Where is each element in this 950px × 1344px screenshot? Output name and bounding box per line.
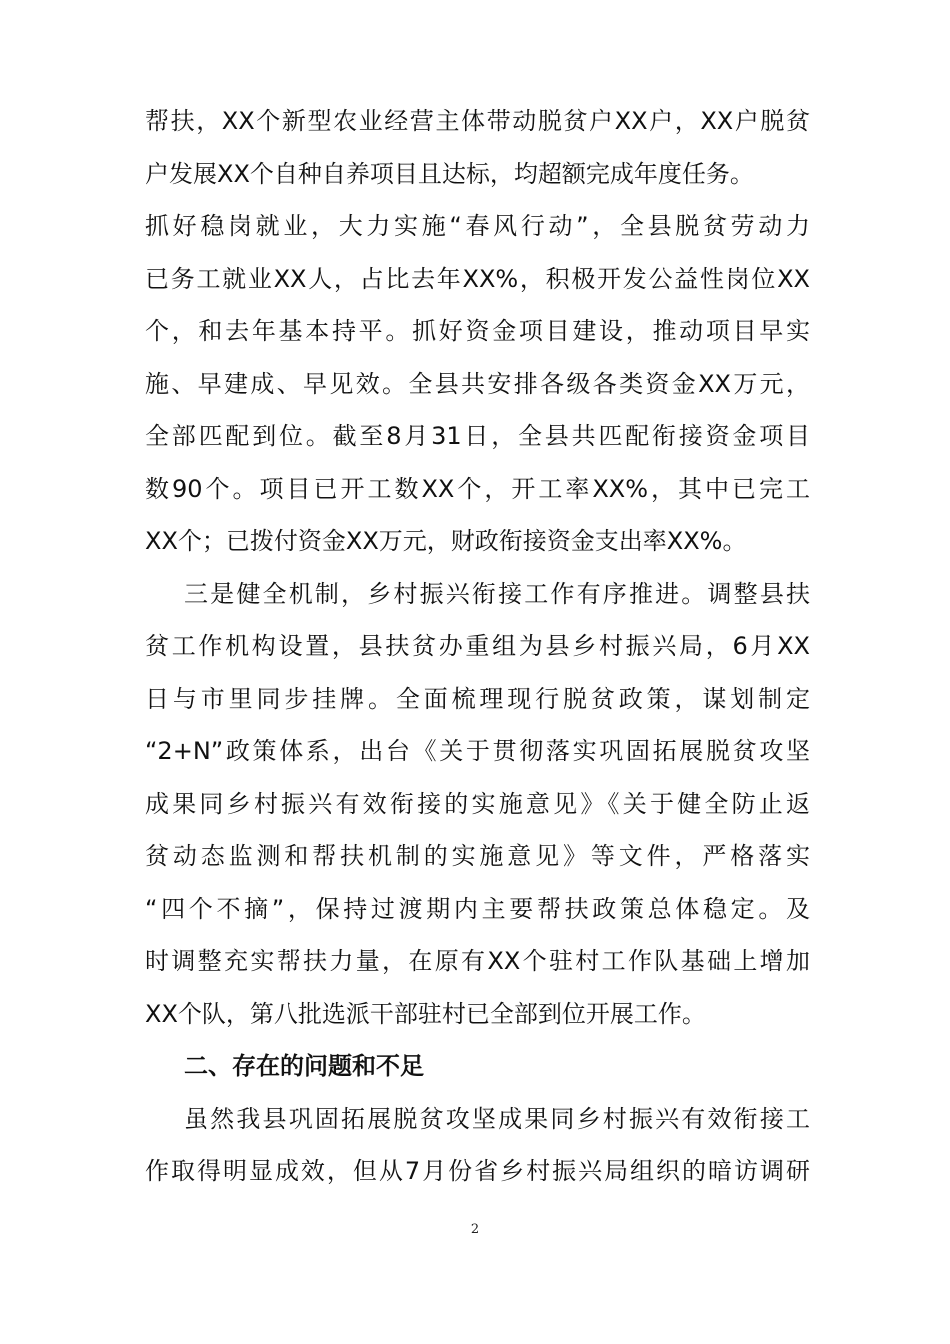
text-line: 抓好稳岗就业，大力实施“春风行动”，全县脱贫劳动力 bbox=[145, 212, 810, 240]
text-line: 时调整充实帮扶力量，在原有XX个驻村工作队基础上增加 bbox=[145, 947, 810, 975]
text-line: 作取得明显成效，但从7月份省乡村振兴局组织的暗访调研 bbox=[145, 1157, 810, 1185]
text-line: 帮扶，XX个新型农业经营主体带动脱贫户XX户，XX户脱贫 bbox=[145, 107, 810, 135]
text-line: XX个队，第八批选派干部驻村已全部到位开展工作。 bbox=[145, 999, 706, 1028]
text-line: 成果同乡村振兴有效衔接的实施意见》《关于健全防止返 bbox=[145, 789, 810, 818]
paragraph-first-line: 三是健全机制，乡村振兴衔接工作有序推进。调整县扶 bbox=[184, 579, 810, 608]
text-line: 数90个。项目已开工数XX个，开工率XX%，其中已完工 bbox=[145, 474, 810, 503]
text-line: 个，和去年基本持平。抓好资金项目建设，推动项目早实 bbox=[145, 317, 810, 345]
page-number: 2 bbox=[470, 1222, 480, 1237]
text-line: 贫动态监测和帮扶机制的实施意见》等文件，严格落实 bbox=[145, 842, 810, 870]
section-heading: 二、存在的问题和不足 bbox=[184, 1052, 424, 1080]
text-line: 施、早建成、早见效。全县共安排各级各类资金XX万元， bbox=[145, 369, 810, 398]
text-line: 日与市里同步挂牌。全面梳理现行脱贫政策，谋划制定 bbox=[145, 684, 810, 713]
text-line: 全部匹配到位。截至8月31日，全县共匹配衔接资金项目 bbox=[145, 422, 810, 450]
text-line: “四个不摘”，保持过渡期内主要帮扶政策总体稳定。及 bbox=[145, 894, 810, 923]
paragraph-first-line: 虽然我县巩固拓展脱贫攻坚成果同乡村振兴有效衔接工 bbox=[184, 1104, 810, 1133]
text-line: 贫工作机构设置，县扶贫办重组为县乡村振兴局，6月XX bbox=[145, 632, 810, 660]
text-line: XX个；已拨付资金XX万元，财政衔接资金支出率XX%。 bbox=[145, 527, 747, 555]
text-line: “2+N”政策体系，出台《关于贯彻落实巩固拓展脱贫攻坚 bbox=[145, 737, 810, 765]
body-text bbox=[145, 98, 810, 1201]
text-line: 户发展XX个自种自养项目且达标，均超额完成年度任务。 bbox=[145, 159, 754, 188]
text-line: 已务工就业XX人，占比去年XX%，积极开发公益性岗位XX bbox=[145, 264, 810, 293]
